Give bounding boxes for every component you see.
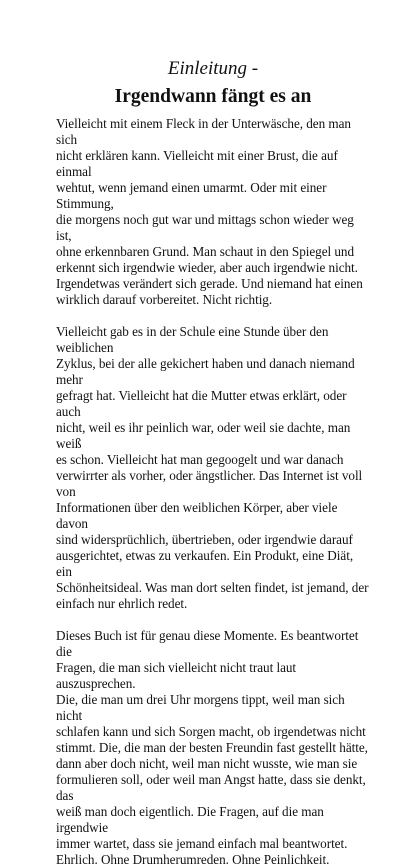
text-line: Schönheitsideal. Was man dort selten findet, ist jemand, der (56, 580, 369, 595)
paragraph-2 (56, 324, 370, 612)
text-line: dann aber doch nicht, weil man nicht wusste, wie man sie (56, 756, 358, 771)
text-line: wehtut, wenn jemand einen umarmt. Oder mit einer Stimmung, (56, 180, 327, 211)
text-line: Ehrlich. Ohne Drumherumreden. Ohne Peinlichkeit. (56, 852, 330, 867)
text-line: verwirrter als vorher, oder ängstlicher. Das Internet ist voll von (56, 468, 363, 499)
text-line: Vielleicht gab es in der Schule eine Stunde über den weiblichen (56, 324, 329, 355)
text-line: Die, die man um drei Uhr morgens tippt, weil man sich nicht (56, 692, 345, 723)
text-line: weiß man doch eigentlich. Die Fragen, auf die man irgendwie (56, 804, 324, 835)
text-line: stimmt. Die, die man der besten Freundin fast gestellt hätte, (56, 740, 368, 755)
text-line: immer wartet, dass sie jemand einfach mal beantwortet. (56, 836, 348, 851)
text-line: ohne erkennbaren Grund. Man schaut in den Spiegel und (56, 244, 355, 259)
text-line: es schon. Vielleicht hat man gegoogelt und war danach (56, 452, 344, 467)
text-line: erkennt sich irgendwie wieder, aber auch irgendwie nicht. (56, 260, 358, 275)
text-line: wirklich darauf vorbereitet. Nicht richtig. (56, 292, 273, 307)
text-line: Vielleicht mit einem Fleck in der Unterwäsche, den man sich (56, 116, 351, 147)
text-line: Zyklus, bei der alle gekichert haben und danach niemand mehr (56, 356, 355, 387)
text-line: die morgens noch gut war und mittags schon wieder weg ist, (56, 212, 354, 243)
text-line: gefragt hat. Vielleicht hat die Mutter etwas erklärt, oder auch (56, 388, 347, 419)
text-line: ausgerichtet, etwas zu verkaufen. Ein Produkt, eine Diät, ein (56, 548, 354, 579)
text-line: Informationen über den weiblichen Körper, aber viele davon (56, 500, 338, 531)
text-line: Irgendetwas verändert sich gerade. Und niemand hat einen (56, 276, 363, 291)
chapter-title: Irgendwann fängt es an (114, 86, 312, 107)
text-line: nicht, weil es ihr peinlich war, oder weil sie dachte, man weiß (56, 420, 351, 451)
text-line: Dieses Buch ist für genau diese Momente. Es beantwortet die (56, 628, 359, 659)
text-line: Fragen, die man sich vielleicht nicht traut laut auszusprechen. (56, 660, 297, 691)
paragraph-1 (56, 116, 370, 308)
paragraph-3 (56, 628, 370, 868)
text-line: formulieren soll, oder weil man Angst hatte, dass sie denkt, das (56, 772, 366, 803)
chapter-subtitle: Einleitung - (167, 58, 259, 79)
text-line: schlafen kann und sich Sorgen macht, ob irgendetwas nicht (56, 724, 366, 739)
text-line: einfach nur ehrlich redet. (56, 596, 188, 611)
text-line: sind widersprüchlich, übertrieben, oder irgendwie darauf (56, 532, 353, 547)
text-line: nicht erklären kann. Vielleicht mit einer Brust, die auf einmal (56, 148, 338, 179)
